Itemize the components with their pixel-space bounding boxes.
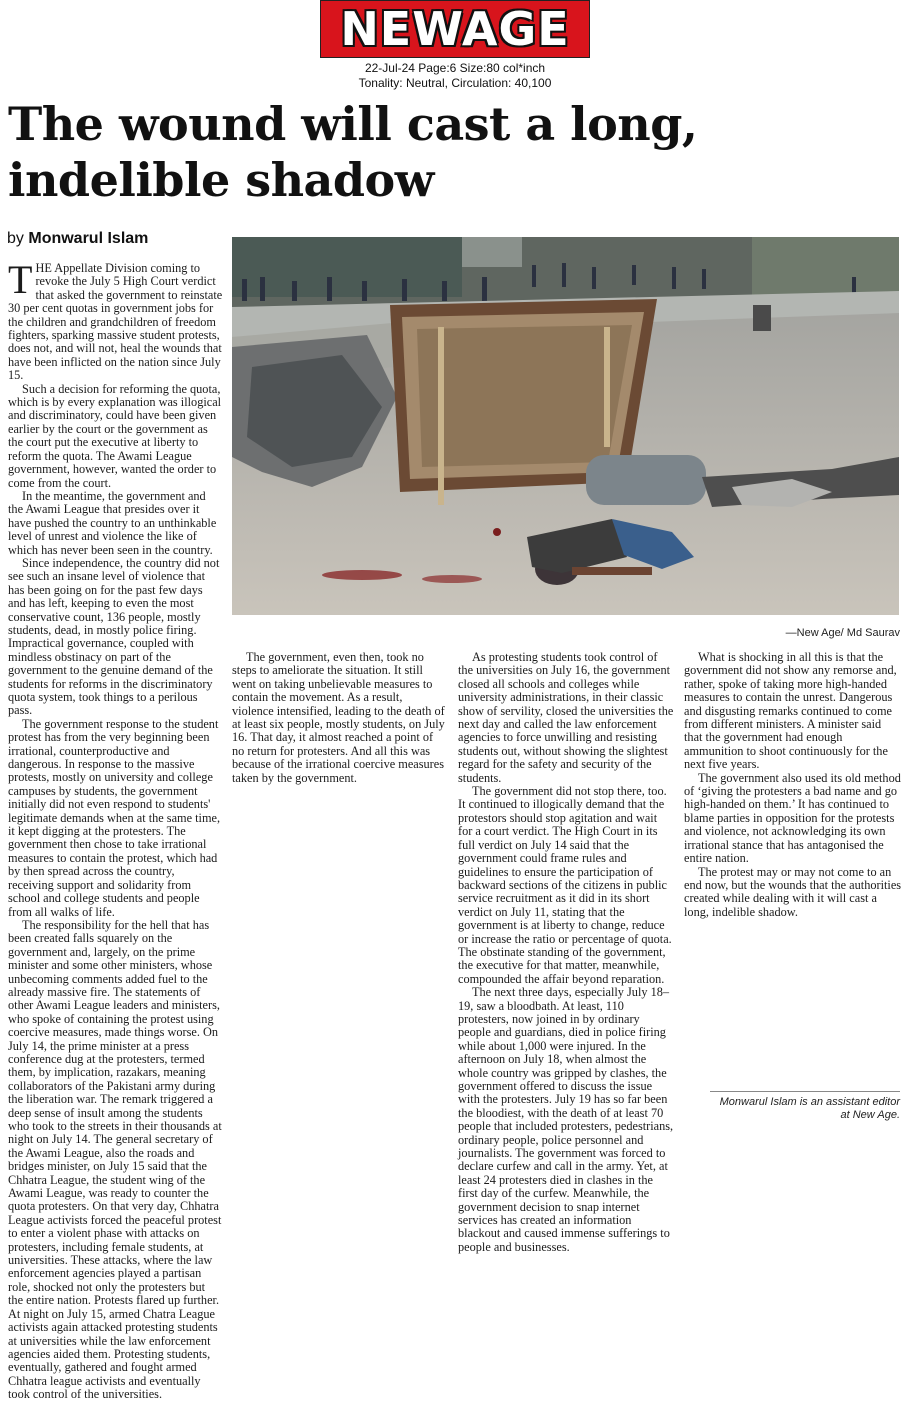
article-photo (232, 237, 899, 615)
article-paragraph: The next three days, especially July 18–19, saw a bloodbath. At least, 110 protesters, now joined in by ordinary people and guardians, died in police firing while about 1,000 were injured. In the afternoon on July 18, when almost the whole country was gripped by clashes, the government offered to discuss the issue with the protesters. July 19 has so far been the bloodiest, with the death of at least 70 people that included protesters, pedestrians, ordinary people, police personnel and journalists. The government was forced to declare curfew and call in the army. Yet, at least 24 protesters died in clashes in the first day of the curfew. Meanwhile, the government decision to snap internet services has created an information blackout and caused immense sufferings to people and businesses. (458, 985, 674, 1254)
article-paragraph: The government, even then, took no steps to ameliorate the situation. It still went on taking unbelievable measures to contain the movement. As a result, violence intensified, leading to the death of at least six people, mostly students, on July 16. That day, it almost reached a point of no return for protesters. And all this was because of the irrational coercive measures taken by the government. (232, 650, 445, 785)
article-column-4 (684, 651, 902, 919)
lead-paragraph (8, 257, 223, 383)
byline-prefix: by (7, 230, 24, 247)
article-paragraph: In the meantime, the government and the Awami League that presides over it have pushed the country to an unthinkable level of unrest and violence the like of which has never been seen in the country. (8, 488, 217, 557)
article-column-3 (458, 651, 674, 1254)
article-column-1 (8, 257, 223, 1402)
article-paragraph: The responsibility for the hell that has been created falls squarely on the government and, largely, on the prime minister and some other ministers, whose unbecoming comments added fuel to the already massive fire. The statements of other Awami League leaders and ministers, who spoke of containing the protest using coercive measures, made things worse. On July 14, the prime minister at a press conference dug at the protesters, termed them, by implication, razakars, meaning collaborators of the Pakistani army during the liberation war. The remark triggered a deep sense of insult among the students who took to the streets in their thousands at night on July 14. The general secretary of the Awami League, also the roads and bridges minister, on July 15 said that the Chhatra League, the student wing of the Awami League, was ready to counter the quota protesters. On that very day, Chhatra League activists forced the peaceful protest to enter a violent phase with attacks on protesters, including female students, at universities. These attacks, where the law enforcement agencies played a partisan role, shocked not only the protesters but the entire nation. Protests flared up further. At night on July 15, armed Chatra League activists again attacked protesting students at universities while the law enforcement agencies aided them. Protesting students, eventually, gathered and fought armed Chhatra league activists and eventually took control of the universities. (8, 917, 222, 1402)
article-paragraph: What is shocking in all this is that the government did not show any remorse and, rather, spoke of taking more high-handed measures to contain the unrest. Dangerous and disgusting remarks continued to come from different ministers. A minister said that the government had enough ammunition to shoot continuously for the next five years. (684, 650, 897, 772)
article-paragraph: As protesting students took control of the universities on July 16, the government closed all schools and colleges while university administrations, in their classic show of servility, closed the universities the next day and called the law enforcement agencies to force unwilling and resisting students out, without showing the slightest regard for the safety and security of the students. (458, 650, 674, 785)
article-paragraph: Such a decision for reforming the quota, which is by every explanation was illogical and discriminatory, could have been given earlier by the court or the government as the court put the executive at liberty to reform the quota. The Awami League government, however, wanted the order to come from the court. (8, 381, 222, 490)
clipping-meta-date: 22-Jul-24 Page:6 Size:80 col*inch (364, 61, 546, 75)
article-paragraph: The protest may or may not come to an end now, but the wounds that the authorities created while dealing with it will cast a long, indelible shadow. (684, 864, 902, 919)
byline (7, 230, 148, 248)
article-paragraph: The government also used its old method of ‘giving the protesters a bad name and go high-handed on them.’ It has continued to blame parties in opposition for the protests and violence, not acknowledging its own irrational stance that has antagonised the entire nation. (684, 770, 901, 866)
protest-scene-image (232, 237, 899, 615)
article-paragraph: Since independence, the country did not see such an insane level of violence that has been going on for the past few days and has left, keeping to even the most conservative count, 136 people, mostly students, dead, in mostly police firing. Impractical governance, coupled with mindless obstinacy on part of the government to the genuine demand of the students for reforms in the discriminatory quota system, took things to a perilous pass. (8, 555, 220, 718)
article-paragraph: The government did not stop there, too. It continued to illogically demand that the protestors should stop agitation and wait for a court verdict. The High Court in its full verdict on July 14 said that the government could frame rules and guidelines to ensure the participation of backward sections of the citizens in public service recruitment as it did in its short verdict on July 11, stating that the government is at liberty to change, reduce or increase the ratio or percentage of quota. The obstinate standing of the government, the executive for that matter, meanwhile, compounded the affair beyond reparation. (458, 784, 672, 986)
lead-text: HE Appellate Division coming to revoke the July 5 High Court verdict that asked the government to reinstate 30 per cent quotas in government jobs for the children and grandchildren of freedom fighters, sparking massive student protests, does not, and will not, heal the wounds that have been inflicted on the nation since July 15. (8, 261, 223, 383)
drop-cap: T (8, 257, 33, 302)
article-headline: The wound will cast a long, indelible shadow (8, 97, 698, 207)
logo-text: NEWAGE (340, 2, 570, 56)
photo-credit: —New Age/ Md Saurav (785, 627, 900, 639)
author-name: Monwarul Islam (28, 230, 149, 247)
article-column-2 (232, 651, 447, 785)
article-paragraph: The government response to the student protest has from the very beginning been irrational, counterproductive and dangerous. In response to the massive protests, mostly on university and college campuses by students, the government initially did not even respond to students' legitimate demands when at the same time, it kept digging at the protesters. The government then chose to take irrational measures to contain the protest, which had by then spread across the country, receiving support and solidarity from school and college students and people from all walks of life. (8, 716, 221, 919)
newspaper-logo (320, 0, 590, 58)
author-note: Monwarul Islam is an assistant editor at New Age. (710, 1091, 900, 1122)
clipping-meta-tonality: Tonality: Neutral, Circulation: 40,100 (358, 76, 552, 90)
